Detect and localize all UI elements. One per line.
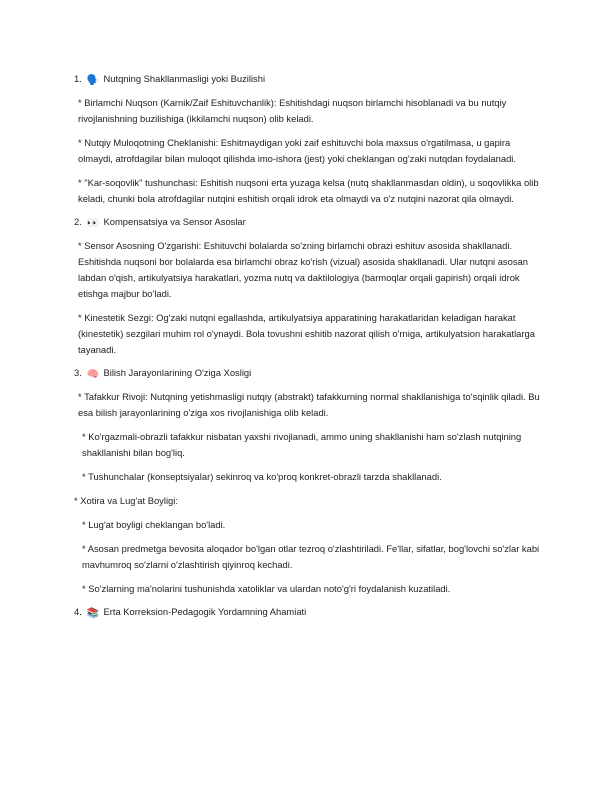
bullet-paragraph: * So'zlarning ma'nolarini tushunishda xatoliklar va ulardan noto'g'ri foydalanish kuzatiladi.	[82, 583, 451, 594]
bullet-paragraph: * Xotira va Lug'at Boyligi:	[74, 495, 178, 506]
section-heading-2	[74, 215, 540, 230]
section-title: Kompensatsiya va Sensor Asoslar	[103, 216, 246, 227]
section-title: Bilish Jarayonlarining O'ziga Xosligi	[103, 367, 252, 378]
books-icon: 📚	[86, 608, 99, 619]
section-heading-1	[74, 72, 540, 87]
bullet-paragraph: * Birlamchi Nuqson (Karnik/Zaif Eshituvchanlik): Eshitishdagi nuqson birlamchi hisoblanadi va bu nutqiy rivojlanishning buzilishiga (ikkilamchi nuqson) olib keladi.	[78, 97, 507, 124]
bullet-paragraph: * Tushunchalar (konseptsiyalar) sekinroq va ko'proq konkret-obrazli tarzda shakllanadi.	[82, 471, 442, 482]
bullet-paragraph: * Asosan predmetga bevosita aloqador bo'lgan otlar tezroq o'zlashtiriladi. Fe'llar, sifatlar, bog'lovchi so'zlar kabi mavhumroq so'zlarni o'zlashtirish qiyinroq kechadi.	[82, 543, 540, 570]
bullet-paragraph: * Nutqiy Muloqotning Cheklanishi: Eshitmaydigan yoki zaif eshituvchi bola maxsus o'rgatilmasa, u gapira olmaydi, atrofdagilar bilan muloqot qilishda imo-ishora (jest) yoki cheklangan og'zaki nutqdan foydalanadi.	[78, 137, 516, 164]
bullet-paragraph: * Lug'at boyligi cheklangan bo'ladi.	[82, 519, 226, 530]
bullet-paragraph: * Ko'rgazmali-obrazli tafakkur nisbatan yaxshi rivojlanadi, ammo uning shakllanishi ham so'zlash nutqining shakllanishi bilan bog'liq.	[82, 431, 522, 458]
section-number: 2.	[74, 216, 82, 227]
section-number: 4.	[74, 606, 82, 617]
speaking-head-icon: 🗣️	[86, 75, 99, 86]
bullet-paragraph: * Sensor Asosning O'zgarishi: Eshituvchi bolalarda so'zning birlamchi obrazi eshituv asosida shakllanadi. Eshitishda nuqsoni bor bolalarda esa birlamchi obraz ko'rish (vizual) asosida shakllanadi. Ular nutqni asosan labdan o'qish, artikulyatsiya harakatlari, yozma nutq va daktilologiya (barmoqlar orqali gapirish) orqali idrok etishga majbur bo'ladi.	[78, 240, 528, 299]
bullet-paragraph: * "Kar-soqovlik" tushunchasi: Eshitish nuqsoni erta yuzaga kelsa (nutq shakllanmasdan oldin), u soqovlikka olib keladi, chunki bola atrofdagilar nutqini eshitish orqali idrok eta olmaydi va o'z nutqini nazorat qila olmaydi.	[78, 177, 539, 204]
eyes-icon: 👀	[86, 218, 99, 229]
bullet-paragraph: * Kinestetik Sezgi: Og'zaki nutqni egallashda, artikulyatsiya apparatining harakatlaridan keladigan harakat (kinestetik) sezgilari muhim rol o'ynaydi. Bola tovushni eshitib nazorat qilish o'rniga, artikulyatsion harakatlarga tayanadi.	[78, 312, 535, 355]
section-number: 1.	[74, 73, 82, 84]
section-title: Erta Korreksion-Pedagogik Yordamning Ahamiati	[103, 606, 307, 617]
section-title: Nutqning Shakllanmasligi yoki Buzilishi	[103, 73, 266, 84]
section-heading-4	[74, 605, 540, 620]
bullet-paragraph: * Tafakkur Rivoji: Nutqning yetishmasligi nutqiy (abstrakt) tafakkurning normal shakllanishiga to'sqinlik qiladi. Bu esa bilish jarayonlarining o'ziga xos rivojlanishiga olib keladi.	[78, 391, 540, 418]
section-heading-3	[74, 366, 540, 381]
section-number: 3.	[74, 367, 82, 378]
brain-icon: 🧠	[86, 369, 99, 380]
